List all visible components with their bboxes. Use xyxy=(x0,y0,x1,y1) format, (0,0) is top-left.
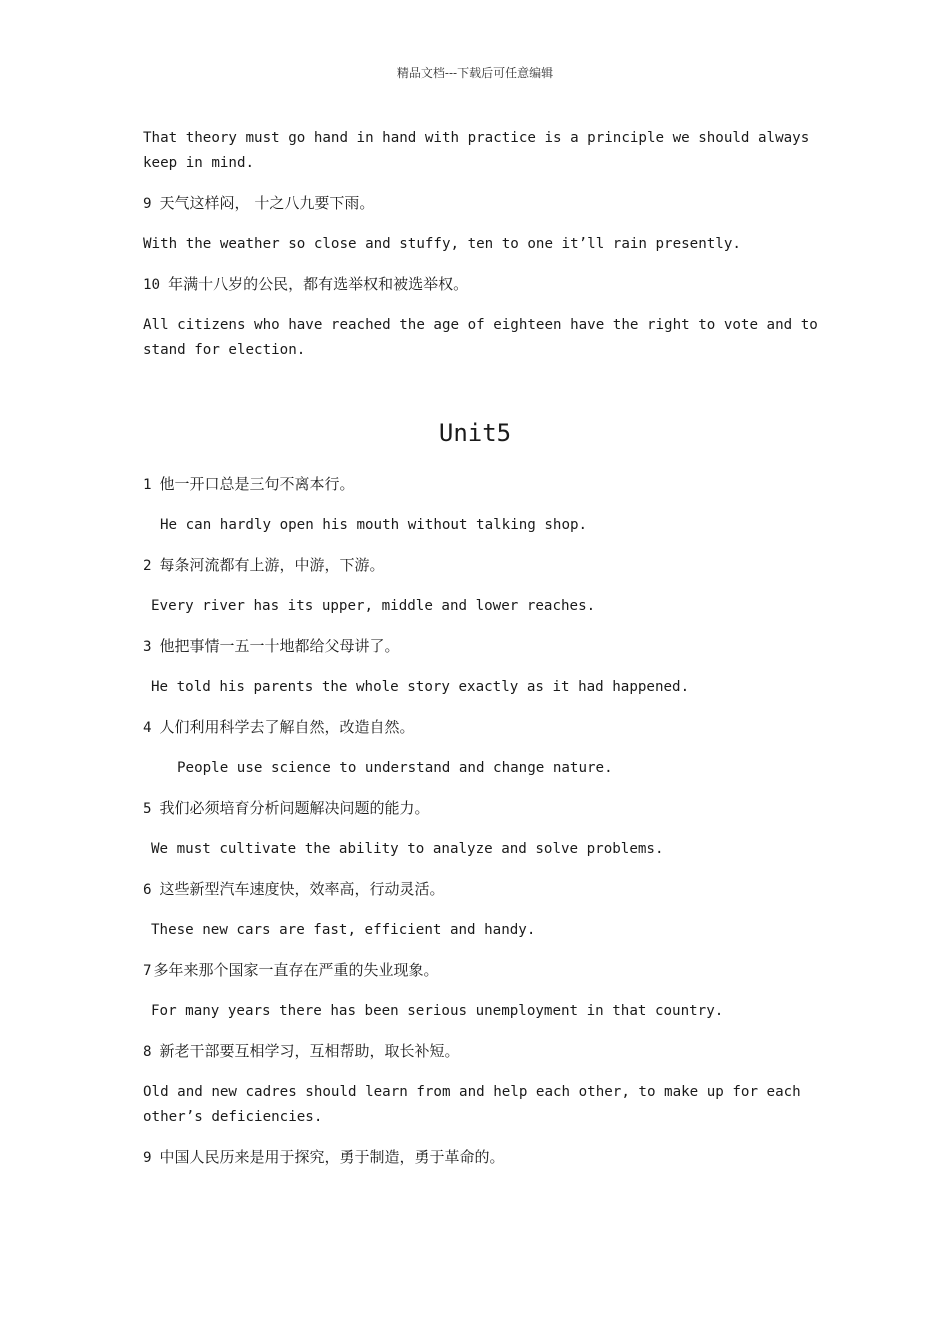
unit-item-zh-1 xyxy=(143,472,823,498)
unit-item-zh-5 xyxy=(143,796,823,822)
unit-item-zh-7 xyxy=(143,958,823,984)
item-zh-text: 天气这样闷， 十之八九要下雨。 xyxy=(159,194,375,212)
unit-item-en-5: We must cultivate the ability to analyze and solve problems. xyxy=(151,841,664,857)
item-zh-text: 新老干部要互相学习，互相帮助，取长补短。 xyxy=(159,1042,460,1060)
unit-item-en-8: Old and new cadres should learn from and help each other, to make up for each other’s deficiencies. xyxy=(143,1084,810,1125)
unit-item-zh-4 xyxy=(143,715,823,741)
unit-item-en-6: These new cars are fast, efficient and handy. xyxy=(151,922,536,938)
item-number: 10 xyxy=(143,277,161,293)
page-header: 精品文档---下载后可任意编辑 xyxy=(396,66,554,80)
item-zh-text: 这些新型汽车速度快，效率高，行动灵活。 xyxy=(159,880,445,898)
item-zh-text: 他把事情一五一十地都给父母讲了。 xyxy=(159,637,400,655)
item-number: 4 xyxy=(143,720,152,736)
item-en-9: With the weather so close and stuffy, ten to one it’ll rain presently. xyxy=(143,236,741,252)
item-number: 9 xyxy=(143,1150,152,1166)
paragraph-en: That theory must go hand in hand with practice is a principle we should always keep in mind. xyxy=(143,130,818,171)
unit-item-zh-9 xyxy=(143,1145,823,1171)
unit-item-zh-2 xyxy=(143,553,823,579)
item-zh-text: 我们必须培育分析问题解决问题的能力。 xyxy=(159,799,430,817)
unit-item-zh-8 xyxy=(143,1039,823,1065)
unit-item-en-1: He can hardly open his mouth without talking shop. xyxy=(160,517,588,533)
item-number: 8 xyxy=(143,1044,152,1060)
unit-item-en-2: Every river has its upper, middle and lower reaches. xyxy=(151,598,596,614)
item-zh-text: 年满十八岁的公民，都有选举权和被选举权。 xyxy=(168,275,469,293)
unit-title: Unit5 xyxy=(438,419,512,447)
item-number: 7 xyxy=(143,963,152,979)
item-number: 3 xyxy=(143,639,152,655)
unit-item-zh-6 xyxy=(143,877,823,903)
unit-item-en-4: People use science to understand and change nature. xyxy=(177,760,613,776)
unit-item-en-3: He told his parents the whole story exactly as it had happened. xyxy=(151,679,690,695)
item-zh-10 xyxy=(143,272,823,298)
item-zh-text: 多年来那个国家一直存在严重的失业现象。 xyxy=(153,961,439,979)
item-en-10: All citizens who have reached the age of eighteen have the right to vote and to stand for election. xyxy=(143,317,827,358)
item-number: 9 xyxy=(143,196,152,212)
item-zh-9 xyxy=(143,191,823,217)
item-zh-text: 人们利用科学去了解自然，改造自然。 xyxy=(159,718,415,736)
item-number: 5 xyxy=(143,801,152,817)
document-body xyxy=(143,126,827,1186)
unit-item-zh-3 xyxy=(143,634,823,660)
item-zh-text: 中国人民历来是用于探究，勇于制造，勇于革命的。 xyxy=(159,1148,505,1166)
item-number: 2 xyxy=(143,558,152,574)
item-number: 6 xyxy=(143,882,152,898)
item-number: 1 xyxy=(143,477,152,493)
item-zh-text: 他一开口总是三句不离本行。 xyxy=(159,475,355,493)
unit-item-en-7: For many years there has been serious unemployment in that country. xyxy=(151,1003,724,1019)
item-zh-text: 每条河流都有上游，中游，下游。 xyxy=(159,556,385,574)
